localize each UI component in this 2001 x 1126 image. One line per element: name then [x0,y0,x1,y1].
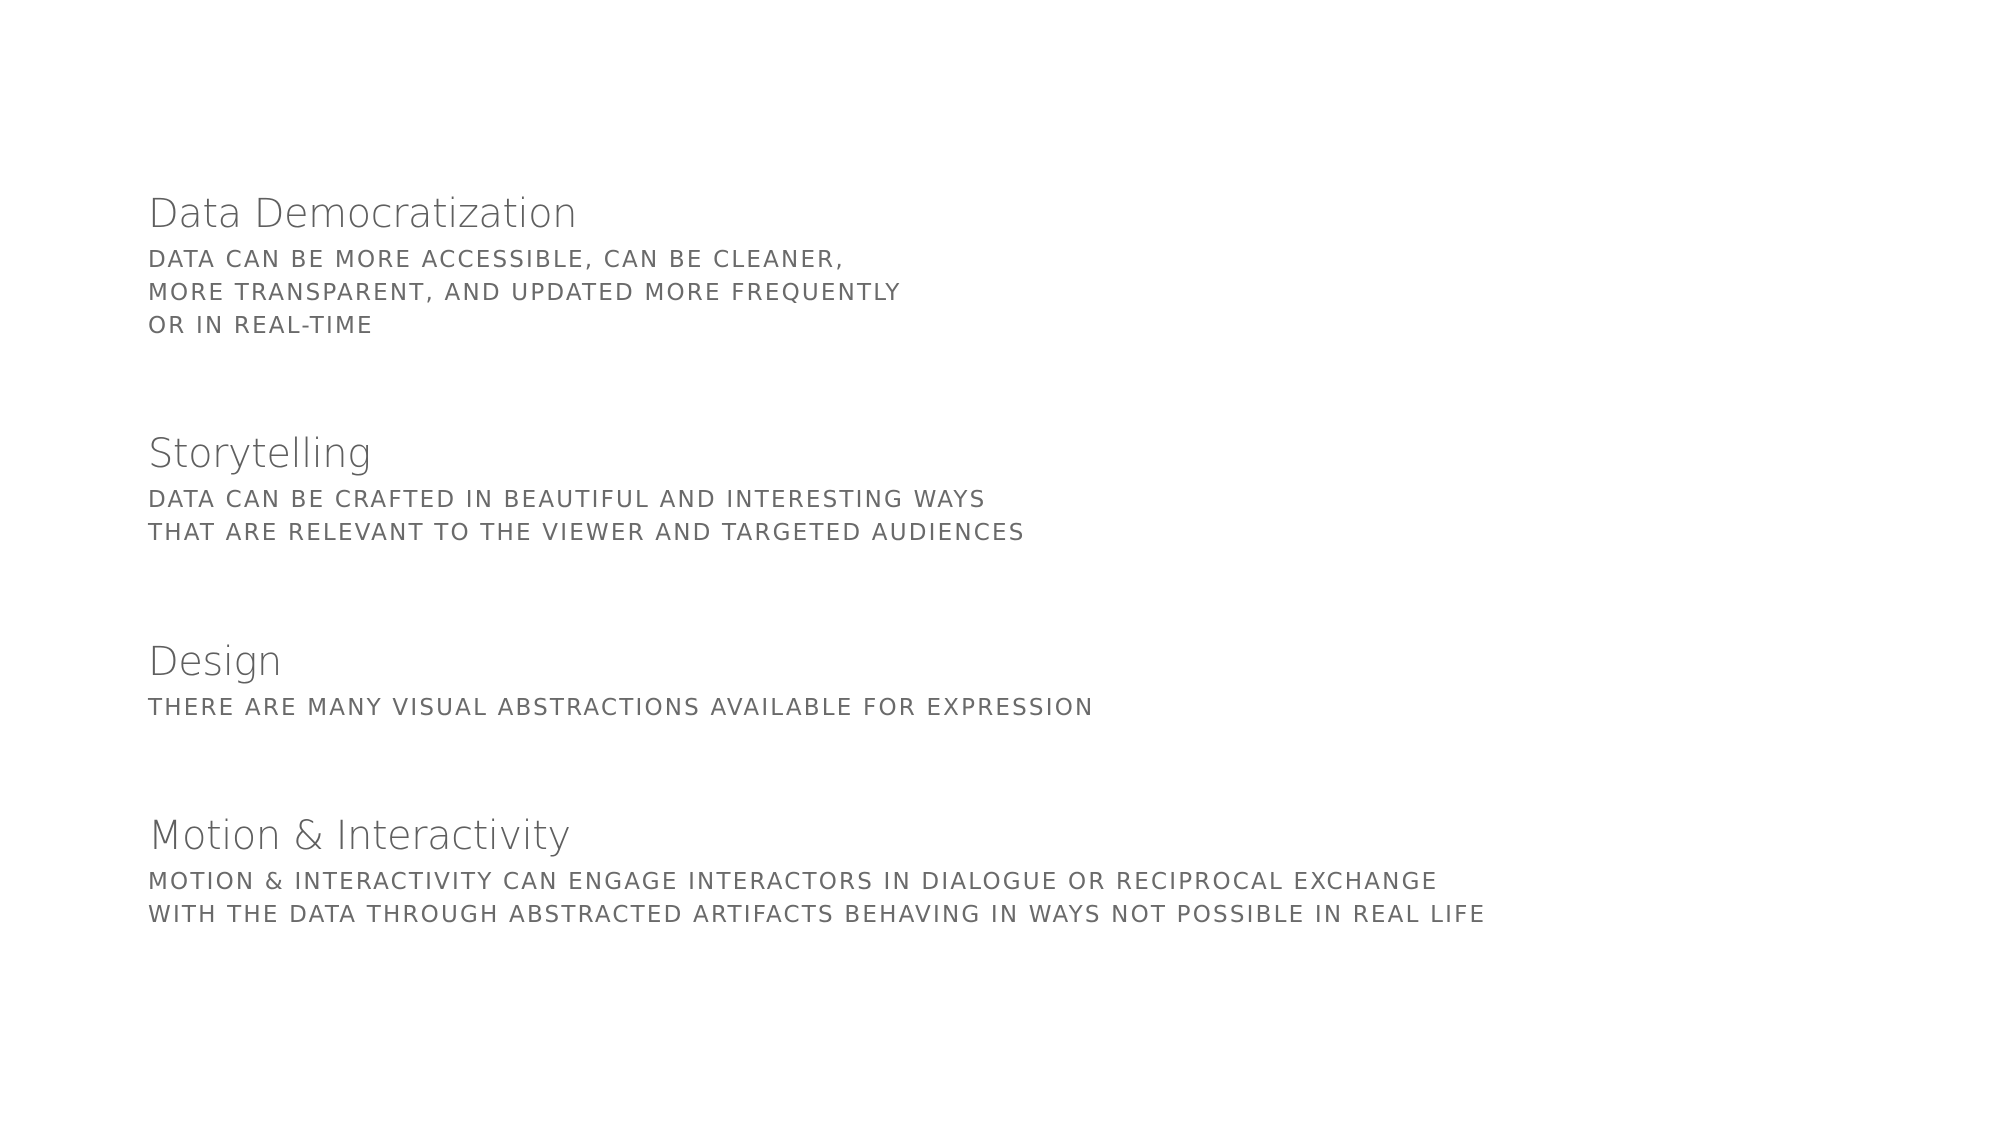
section-data-democratization [148,190,1748,343]
section-heading: Motion & Interactivity [148,813,571,859]
body-line: OR IN REAL-TIME [148,313,374,339]
section-heading: Storytelling [148,431,371,477]
section-body [148,866,1748,932]
section-heading: Data Democratization [148,191,577,237]
body-line: THERE ARE MANY VISUAL ABSTRACTIONS AVAILABLE FOR EXPRESSION [148,695,1095,721]
body-line: DATA CAN BE CRAFTED IN BEAUTIFUL AND INTERESTING WAYS [148,487,987,513]
section-body [148,244,1748,343]
section-motion-interactivity [148,812,1748,932]
section-body [148,692,1748,725]
body-line: MOTION & INTERACTIVITY CAN ENGAGE INTERACTORS IN DIALOGUE OR RECIPROCAL EXCHANGE [148,869,1439,895]
body-line: DATA CAN BE MORE ACCESSIBLE, CAN BE CLEANER, [148,247,845,273]
body-line: MORE TRANSPARENT, AND UPDATED MORE FREQUENTLY [148,280,902,306]
section-design [148,638,1748,725]
body-line: THAT ARE RELEVANT TO THE VIEWER AND TARGETED AUDIENCES [148,520,1026,546]
section-body [148,484,1748,550]
section-heading: Design [148,639,282,685]
section-storytelling [148,430,1748,550]
body-line: WITH THE DATA THROUGH ABSTRACTED ARTIFACTS BEHAVING IN WAYS NOT POSSIBLE IN REAL LIFE [148,902,1487,928]
